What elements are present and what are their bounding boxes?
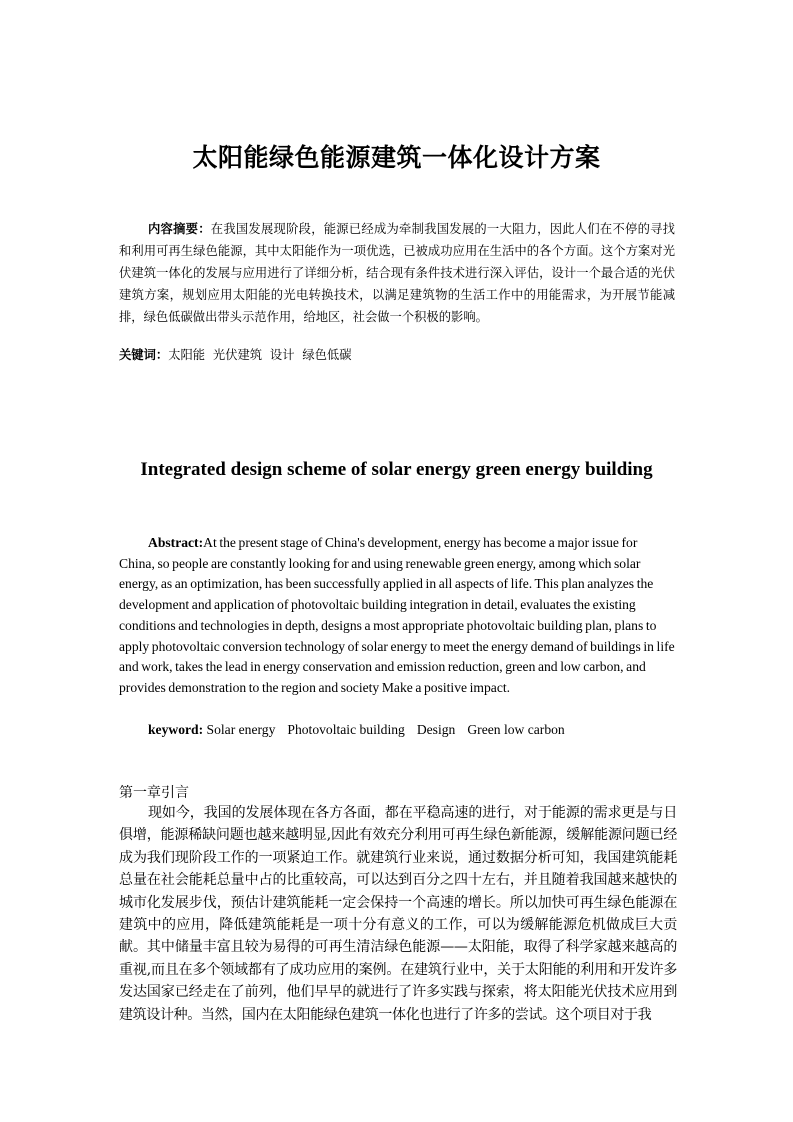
abstract-chinese-text: 在我国发展现阶段，能源已经成为牵制我国发展的一大阻力，因此人们在不停的寻找和利用可再生绿色能源，其中太阳能作为一项优选，已被成功应用在生活中的各个方面。这个方案对光伏建筑一体化的发展与应用进行了详细分析，结合现有条件技术进行深入评估，设计一个最合适的光伏建筑方案，规划应用太阳能的光电转换技术，以满足建筑物的生活工作中的用能需求，为开展节能减排，绿色低碳做出带头示范作用，给地区，社会做一个积极的影响。 [119, 222, 675, 324]
keyword-item: Photovoltaic building [287, 722, 405, 737]
chapter-heading: 第一章引言 [119, 785, 189, 801]
abstract-english [119, 533, 675, 699]
keywords-english-label: keyword: [148, 722, 204, 737]
keywords-chinese-label: 关键词： [119, 348, 169, 362]
chapter-body-paragraph: 现如今，我国的发展体现在各方各面，都在平稳高速的进行，对于能源的需求更是与日俱增，能源稀缺问题也越来越明显,因此有效充分利用可再生绿色新能源，缓解能源问题已经成为我们现阶段工作的一项紧迫工作。就建筑行业来说，通过数据分析可知，我国建筑能耗总量在社会能耗总量中占的比重较高，可以达到百分之四十左右，并且随着我国越来越快的城市化发展步伐，预估计建筑能耗一定会保持一个高速的增长。所以加快可再生绿色能源在建筑中的应用，降低建筑能耗是一项十分有意义的工作，可以为缓解能源危机做成巨大贡献。其中储量丰富且较为易得的可再生清洁绿色能源——太阳能，取得了科学家越来越高的重视,而且在多个领域都有了成功应用的案例。在建筑行业中，关于太阳能的利用和开发许多发达国家已经走在了前列，他们早早的就进行了许多实践与探索，将太阳能光伏技术应用到建筑设计种。当然，国内在太阳能绿色建筑一体化也进行了许多的尝试。这个项目对于我 [119, 805, 677, 1023]
keywords-chinese-text: 太阳能 光伏建筑 设计 绿色低碳 [168, 348, 352, 362]
document-title-chinese: 太阳能绿色能源建筑一体化设计方案 [192, 143, 601, 172]
abstract-chinese [119, 218, 675, 328]
abstract-chinese-label: 内容摘要： [148, 222, 211, 236]
keywords-english [148, 720, 688, 741]
abstract-english-text: At the present stage of China's development, energy has become a major issue for China, so people are constantly looking for and using renewable green energy, among which solar energy, as an optimization, has been successfully applied in all aspects of life. This plan analyzes the development and application of photovoltaic building integration in detail, evaluates the existing conditions and technologies in depth, designs a most appropriate photovoltaic building plan, plans to apply photovoltaic conversion technology of solar energy to meet the energy demand of buildings in life and work, takes the lead in energy conservation and emission reduction, green and low carbon, and provides demonstration to the region and society Make a positive impact. [119, 535, 675, 695]
document-title-english: Integrated design scheme of solar energy green energy building [140, 459, 653, 480]
keywords-chinese [119, 344, 675, 366]
keyword-item: Solar energy [206, 722, 276, 737]
abstract-english-label: Abstract: [148, 535, 204, 550]
keyword-item: Design [416, 722, 456, 737]
keyword-item: Green low carbon [467, 722, 565, 737]
